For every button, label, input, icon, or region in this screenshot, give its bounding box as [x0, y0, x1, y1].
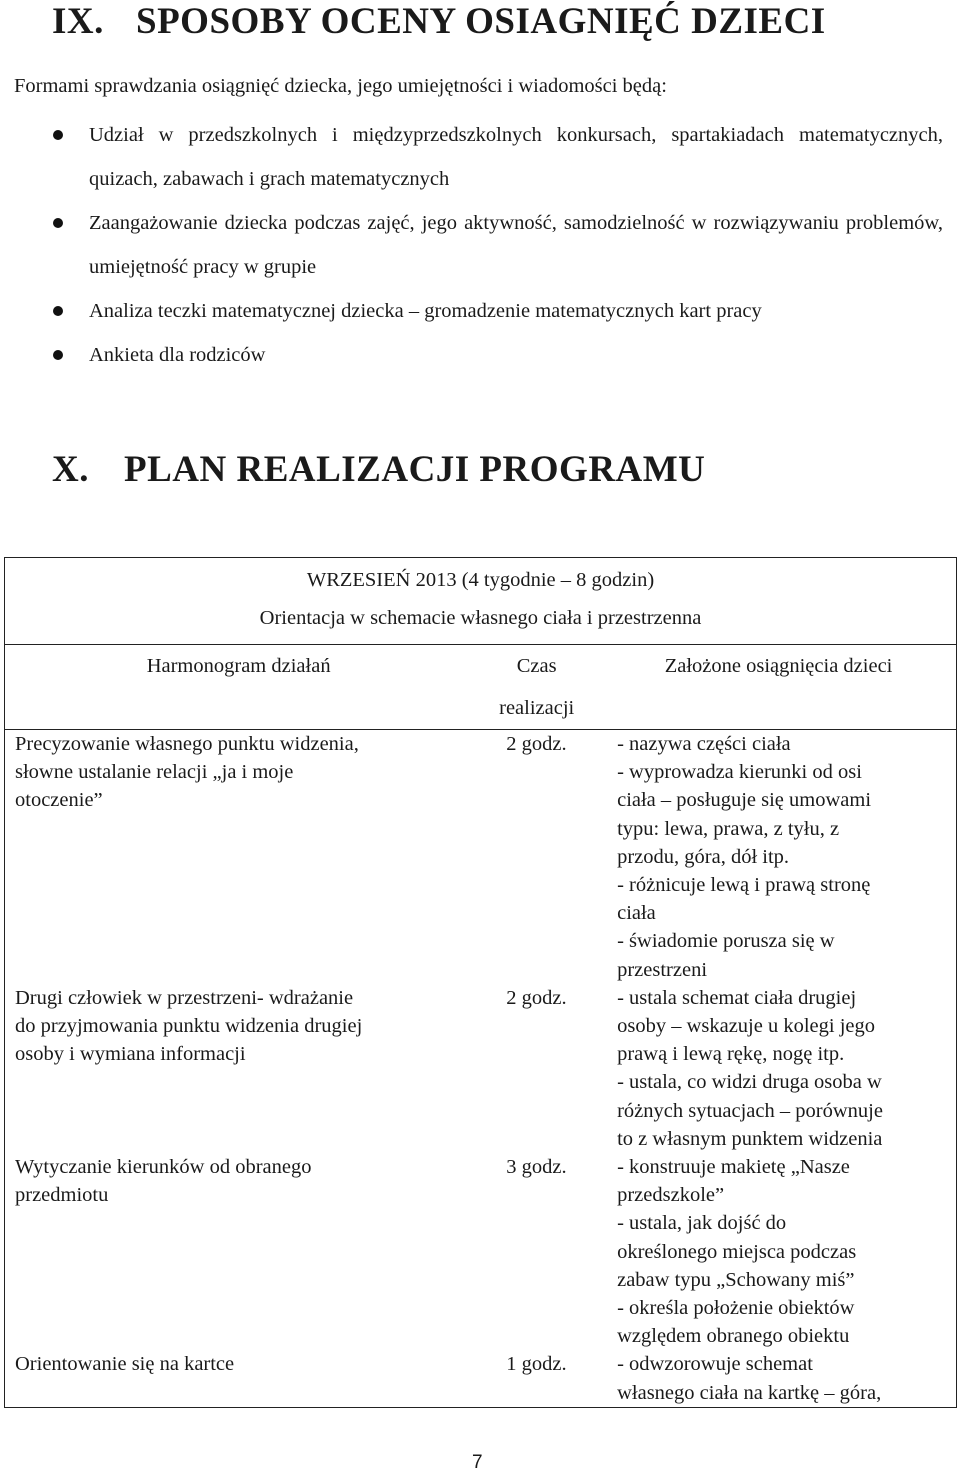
header-activities-label: Harmonogram działań — [146, 655, 331, 677]
time-value: 2 godz. — [506, 733, 567, 755]
table-row — [5, 1153, 957, 1350]
outcome-line: osoby – wskazuje u kolegi jego — [617, 1015, 876, 1038]
activity-line: otoczenie” — [15, 789, 103, 812]
outcomes-cell — [601, 1350, 956, 1407]
section-9-heading — [52, 0, 826, 44]
header-time-line1: Czas — [516, 655, 557, 677]
time-value: 3 godz. — [506, 1156, 567, 1179]
outcome-line: zabaw typu „Schowany miś” — [617, 1268, 855, 1291]
activity-line: słowne ustalanie relacji „ja i moje — [15, 761, 294, 784]
bullet-dot-icon — [53, 350, 63, 360]
header-time — [472, 645, 601, 730]
list-item-text: Analiza teczki matematycznej dziecka – gromadzenie matematycznych kart pracy — [89, 300, 762, 322]
time-cell — [472, 1350, 601, 1407]
outcome-line: - ustala schemat ciała drugiej — [617, 986, 857, 1009]
outcome-line: to z własnym punktem widzenia — [617, 1127, 883, 1150]
outcome-line: - konstruuje makietę „Nasze — [617, 1156, 850, 1179]
activity-cell — [5, 1350, 473, 1407]
table-header-row — [5, 645, 957, 730]
outcome-line: - odwzorowuje schemat — [617, 1353, 813, 1376]
section-9-title: SPOSOBY OCENY OSIAGNIĘĆ DZIECI — [136, 1, 826, 42]
activity-line: do przyjmowania punktu widzenia drugiej — [15, 1015, 363, 1038]
outcome-line: przodu, góra, dół itp. — [617, 845, 790, 868]
outcomes-cell — [601, 730, 956, 984]
section-9-number: IX. — [52, 1, 104, 42]
time-cell — [472, 984, 601, 1153]
outcome-line: - różnicuje lewą i prawą stronę — [617, 874, 871, 897]
list-item — [0, 333, 960, 377]
outcomes-cell — [601, 1153, 956, 1350]
list-item-text: Ankieta dla rodziców — [89, 344, 266, 366]
time-value: 1 godz. — [506, 1353, 567, 1376]
activity-line: Wytyczanie kierunków od obranego — [15, 1156, 312, 1179]
header-time-line2: realizacji — [499, 697, 575, 719]
outcome-line: ciała — [617, 902, 656, 925]
outcome-line: - ustala, co widzi druga osoba w — [617, 1071, 882, 1094]
outcome-line: przedszkole” — [617, 1184, 725, 1207]
table-month-row — [5, 558, 957, 645]
time-cell — [472, 730, 601, 984]
activity-line: Drugi człowiek w przestrzeni- wdrażanie — [15, 986, 354, 1009]
outcome-line: - świadomie porusza się w — [617, 930, 835, 953]
activity-cell — [5, 1153, 473, 1350]
header-outcomes — [601, 645, 956, 730]
section-10-title: PLAN REALIZACJI PROGRAMU — [124, 449, 706, 490]
table-row — [5, 1350, 957, 1407]
section-10-heading — [52, 445, 705, 495]
outcome-line: różnych sytuacjach – porównuje — [617, 1099, 883, 1122]
topic-heading: Orientacja w schemacie własnego ciała i przestrzenna — [259, 607, 702, 629]
outcome-line: przestrzeni — [617, 958, 708, 981]
table-body — [5, 730, 957, 1408]
outcomes-cell — [601, 984, 956, 1153]
section-10-number: X. — [52, 449, 89, 490]
list-item — [0, 201, 960, 289]
bullet-dot-icon — [53, 218, 63, 228]
time-cell — [472, 1153, 601, 1350]
outcome-line: - wyprowadza kierunki od osi — [617, 761, 862, 784]
program-plan-table — [4, 557, 957, 1408]
outcome-line: typu: lewa, prawa, z tyłu, z — [617, 817, 840, 840]
outcome-line: ciała – posługuje się umowami — [617, 789, 872, 812]
section-9-intro: Formami sprawdzania osiągnięć dziecka, jego umiejętności i wiadomości będą: — [14, 75, 667, 97]
page-number: 7 — [472, 1452, 483, 1473]
header-outcomes-label: Założone osiągnięcia dzieci — [664, 655, 893, 677]
outcome-line: - określa położenie obiektów — [617, 1297, 855, 1320]
outcome-line: względem obranego obiektu — [617, 1325, 850, 1348]
time-value: 2 godz. — [506, 986, 567, 1009]
month-heading: WRZESIEŃ 2013 (4 tygodnie – 8 godzin) — [306, 569, 655, 591]
activity-line: przedmiotu — [15, 1184, 109, 1207]
table-row — [5, 984, 957, 1153]
list-item-text: Udział w przedszkolnych i międzyprzedszkolnych konkursach, spartakiadach matematycznych, quizach, zabawach i grach matematycznych — [89, 124, 943, 190]
bullet-dot-icon — [53, 306, 63, 316]
activity-line: Precyzowanie własnego punktu widzenia, — [15, 733, 359, 755]
activity-line: osoby i wymiana informacji — [15, 1043, 246, 1066]
evaluation-methods-list — [0, 113, 960, 377]
table-row — [5, 730, 957, 984]
activity-cell — [5, 984, 473, 1153]
list-item — [0, 113, 960, 201]
outcome-line: własnego ciała na kartkę – góra, — [617, 1381, 882, 1404]
header-activities — [5, 645, 473, 730]
outcome-line: określonego miejsca podczas — [617, 1240, 857, 1263]
outcome-line: - ustala, jak dojść do — [617, 1212, 787, 1235]
outcome-line: prawą i lewą rękę, nogę itp. — [617, 1043, 845, 1066]
list-item — [0, 289, 960, 333]
bullet-dot-icon — [53, 130, 63, 140]
activity-line: Orientowanie się na kartce — [15, 1353, 235, 1376]
outcome-line: - nazywa części ciała — [617, 733, 791, 755]
month-cell — [5, 558, 957, 645]
list-item-text: Zaangażowanie dziecka podczas zajęć, jego aktywność, samodzielność w rozwiązywaniu problemów, umiejętność pracy w grupie — [89, 212, 943, 278]
activity-cell — [5, 730, 473, 984]
